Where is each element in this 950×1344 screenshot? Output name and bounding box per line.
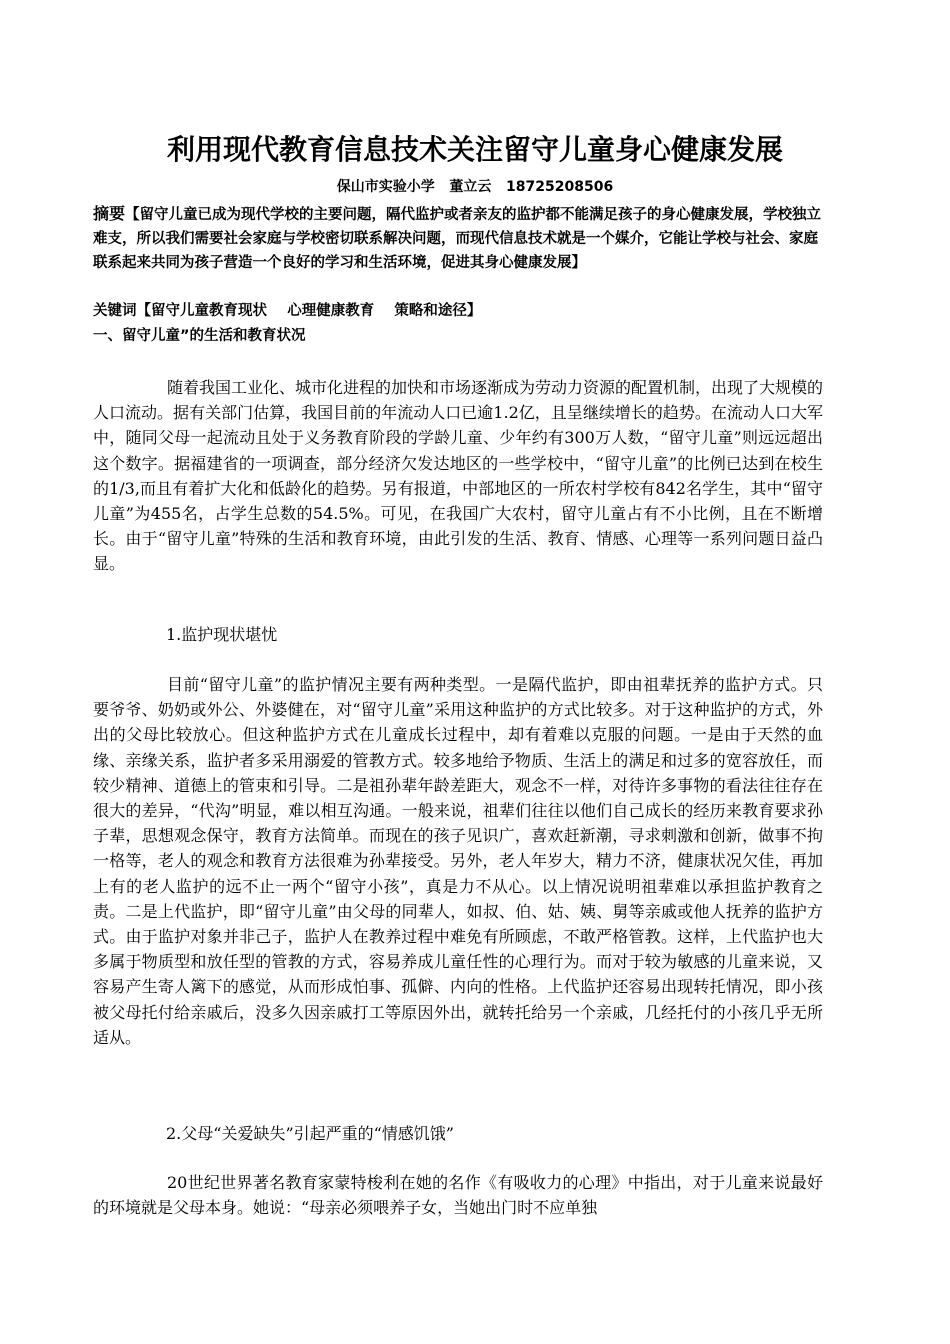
abstract	[93, 202, 823, 275]
abstract-label: 摘要	[93, 204, 126, 223]
body-paragraph: 随着我国工业化、城市化进程的加快和市场逐渐成为劳动力资源的配置机制，出现了大规模的人口流动。据有关部门估算，我国目前的年流动人口已逾1.2亿，且呈继续增长的趋势。在流动人口大军中，随同父母一起流动且处于义务教育阶段的学龄儿童、少年约有300万人数，“留守儿童”则远远超出这个数字。据福建省的一项调查，部分经济欠发达地区的一些学校中，“留守儿童”的比例已达到在校生的1/3,而且有着扩大化和低龄化的趋势。另有报道，中部地区的一所农村学校有842名学生，其中“留守儿童”为455名，占学生总数的54.5%。可见，在我国广大农村，留守儿童占有不小比例，且在不断增长。由于“留守儿童”特殊的生活和教育环境，由此引发的生活、教育、情感、心理等一系列问题日益凸显。	[93, 378, 824, 574]
subsection-heading: 1.监护现状堪忧	[166, 625, 278, 644]
abstract-text: 【留守儿童已成为现代学校的主要问题，隔代监护或者亲友的监护都不能满足孩子的身心健康发展，学校独立难支，所以我们需要社会家庭与学校密切联系解决问题，而现代信息技术就是一个媒介，它能让学校与社会、家庭联系起来共同为孩子营造一个良好的学习和生活环境，促进其身心健康发展】	[93, 207, 822, 271]
subsection-heading: 2.父母“关爱缺失”引起严重的“情感饥饿”	[166, 1124, 454, 1143]
body-paragraph: 目前“留守儿童”的监护情况主要有两种类型。一是隔代监护，即由祖辈抚养的监护方式。只要爷爷、奶奶或外公、外婆健在，对“留守儿童”采用这种监护的方式比较多。对于这种监护的方式，外出的父母比较放心。但这种监护方式在儿童成长过程中，却有着难以克服的问题。一是由于天然的血缘、亲缘关系，监护者多采用溺爱的管教方式。较多地给予物质、生活上的满足和过多的宽容放任，而较少精神、道德上的管束和引导。二是祖孙辈年龄差距大，观念不一样，对待许多事物的看法往往存在很大的差异，“代沟”明显，难以相互沟通。一般来说，祖辈们往往以他们自己成长的经历来教育要求孙子辈，思想观念保守，教育方法简单。而现在的孩子见识广，喜欢赶新潮，寻求刺激和创新，做事不拘一格等，老人的观念和教育方法很难为孙辈接受。另外，老人年岁大，精力不济，健康状况欠佳，再加上有的老人监护的远不止一两个“留守小孩”，真是力不从心。以上情况说明祖辈难以承担监护教育之责。二是上代监护，即“留守儿童”由父母的同辈人，如叔、伯、姑、姨、舅等亲戚或他人抚养的监护方式。由于监护对象并非己子，监护人在教养过程中难免有所顾虑，不敢严格管教。这样，上代监护也大多属于物质型和放任型的管教的方式，容易养成儿童任性的心理行为。而对于较为敏感的儿童来说，又容易产生寄人篱下的感觉，从而形成怕事、孤僻、内向的性格。上代监护还容易出现转托情况，即小孩被父母托付给亲戚后，没多久因亲戚打工等原因外出，就转托给另一个亲戚，几经托付的小孩几乎无所适从。	[93, 675, 823, 1047]
document-title: 利用现代教育信息技术关注留守儿童身心健康发展	[166, 133, 783, 166]
body-paragraph: 20世纪世界著名教育家蒙特梭利在她的名作《有吸收力的心理》中指出，对于儿童来说最好的环境就是父母本身。她说：“母亲必须喂养子女，当她出门时不应单独	[93, 1173, 823, 1218]
keywords-line: 关键词【留守儿童教育现状 心理健康教育 策略和途径】	[93, 303, 482, 319]
author-line: 保山市实验小学 董立云 18725208506	[336, 179, 614, 195]
section-heading: 一、留守儿童”的生活和教育状况	[93, 328, 306, 344]
